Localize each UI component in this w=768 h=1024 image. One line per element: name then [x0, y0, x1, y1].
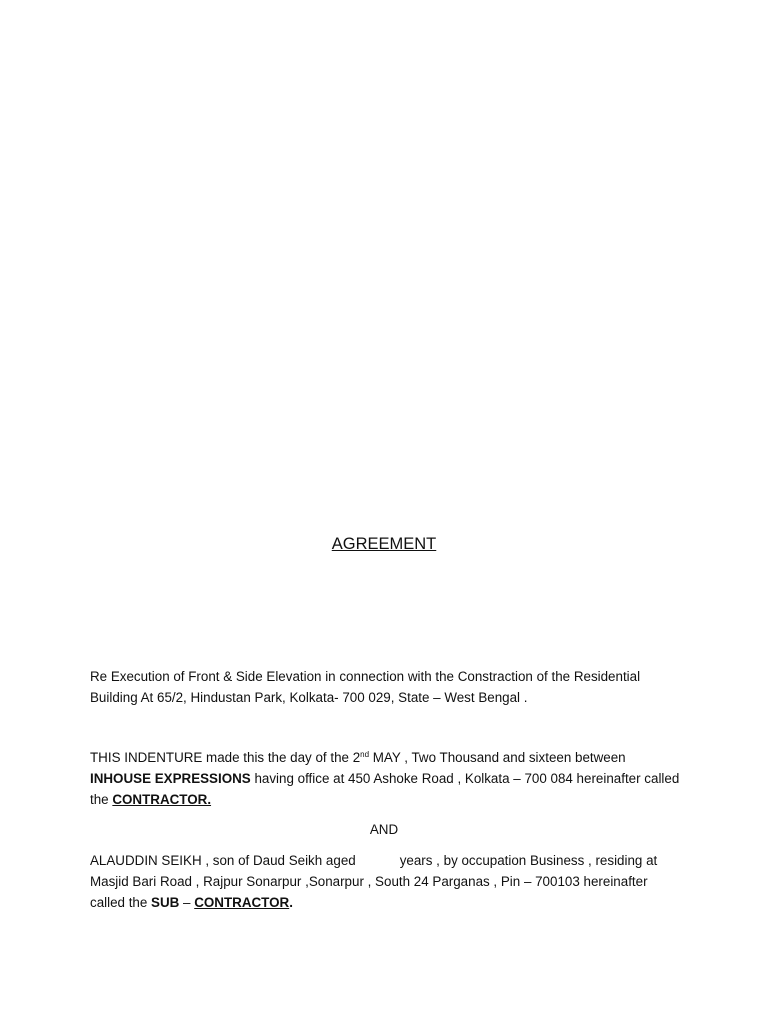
sub-line-2: Masjid Bari Road , Rajpur Sonarpur ,Sonarpur , South 24 Parganas , Pin – 700103 hereinafter — [90, 874, 648, 889]
sub-contractor-label: CONTRACTOR — [194, 895, 290, 910]
subject-line-2: Building At 65/2, Hindustan Park, Kolkata- 700 029, State – West Bengal . — [90, 690, 528, 705]
contractor-label: CONTRACTOR. — [112, 792, 212, 807]
sub-called-the: called the — [90, 895, 152, 910]
ordinal-suffix: nd — [360, 750, 370, 759]
document-title: AGREEMENT — [331, 535, 437, 553]
sub-dash: – — [179, 895, 195, 910]
sub-line-1b: years , by occupation Business , residing at — [399, 853, 658, 868]
subject-paragraph — [90, 666, 700, 708]
and-separator — [0, 819, 768, 840]
called-the-text: the — [90, 792, 113, 807]
sub-line-1a: ALAUDDIN SEIKH , son of Daud Seikh aged — [90, 853, 356, 868]
indenture-date-post: MAY , Two Thousand and sixteen between — [369, 750, 626, 765]
and-text: AND — [369, 822, 399, 837]
sub-period: . — [289, 895, 293, 910]
sub-word: SUB — [151, 895, 180, 910]
contractor-party-name: INHOUSE EXPRESSIONS — [90, 771, 251, 786]
sub-contractor-paragraph — [90, 850, 700, 913]
contractor-party-address: having office at 450 Ashoke Road , Kolkata – 700 084 hereinafter called — [250, 771, 680, 786]
subject-line-1: Re Execution of Front & Side Elevation in connection with the Constraction of the Residential — [90, 669, 641, 684]
indenture-date-pre: THIS INDENTURE made this the day of the 2 — [90, 750, 361, 765]
indenture-paragraph — [90, 747, 700, 810]
